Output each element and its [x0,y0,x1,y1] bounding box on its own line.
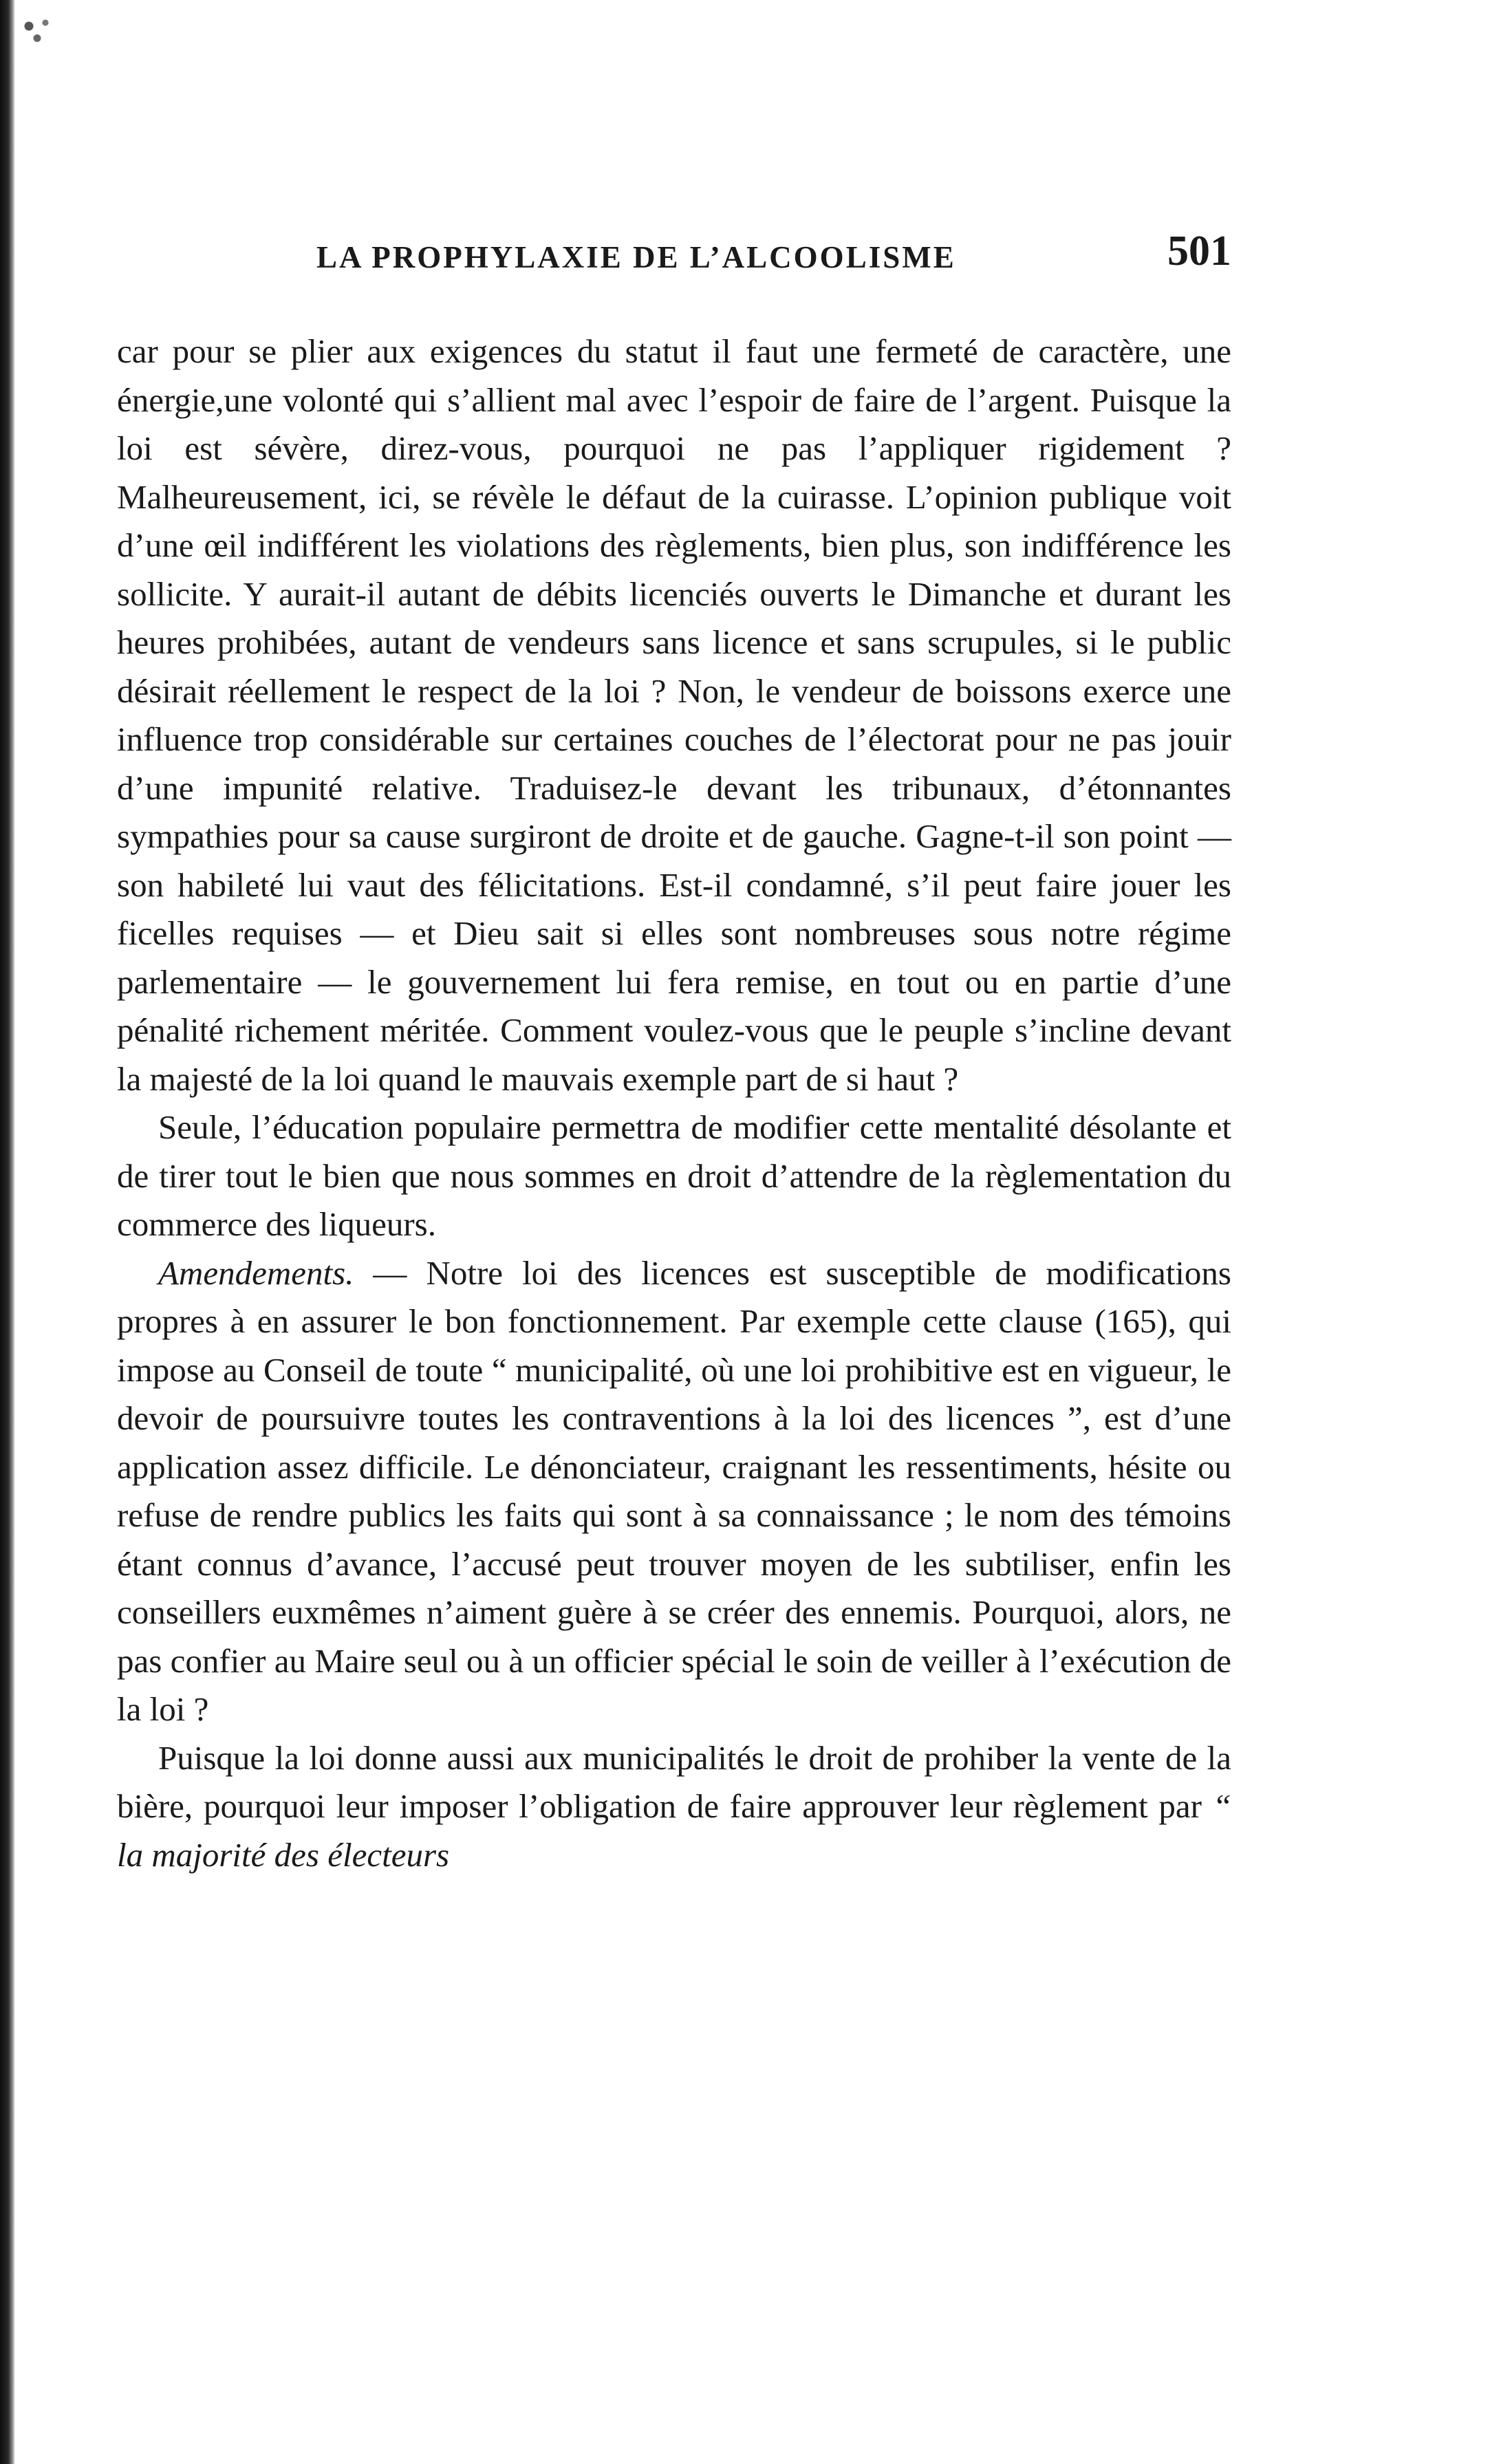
body-text [117,327,1231,1879]
paragraph-3-text: — Notre loi des licences est susceptible de modifications propres à en assurer le bon fonctionnement. Par exemple cette clause (165), qui impose au Conseil de toute “ municipalité, où une loi prohibitive est en vigueur, le devoir de poursuivre toutes les contraventions à la loi des licences ”, est d’une application assez difficile. Le dénonciateur, craignant les ressentiments, hésite ou refuse de rendre publics les faits qui sont à sa connaissance ; le nom des témoins étant connus d’avance, l’accusé peut trouver moyen de les subtiliser, enfin les conseillers euxmêmes n’aiment guère à se créer des ennemis. Pourquoi, alors, ne pas confier au Maire seul ou à un officier spécial le soin de veiller à l’exécution de la loi ? [117,1253,1231,1728]
paragraph-2 [117,1103,1231,1249]
page-number: 501 [1167,228,1231,274]
running-title: LA PROPHYLAXIE DE L’ALCOOLISME [316,240,956,274]
paragraph-3-heading: Amendements. [158,1253,354,1292]
paragraph-2-text: Seule, l’éducation populaire permettra de modifier cette mentalité désolante et de tirer tout le bien que nous sommes en droit d’attendre de la règlementation du commerce des liqueurs. [117,1108,1231,1243]
book-binding-edge [0,0,15,2464]
paragraph-4-text: Puisque la loi donne aussi aux municipalités le droit de prohiber la vente de la bière, pourquoi leur imposer l’obligation de faire approuver leur règlement par [117,1738,1231,1825]
paragraph-4-quote: “ la majorité des électeurs [117,1787,1231,1874]
paragraph-1 [117,327,1231,1103]
book-page [117,227,1231,1879]
page-speck [17,12,58,47]
paragraph-1-text: car pour se plier aux exigences du statut il faut une fermeté de caractère, une énergie,une volonté qui s’allient mal avec l’espoir de faire de l’argent. Puisque la loi est sévère, direz-vous, pourquoi ne pas l’appliquer rigidement ? Malheureusement, ici, se révèle le défaut de la cuirasse. L’opinion publique voit d’une œil indifférent les violations des règlements, bien plus, son indifférence les sollicite. Y aurait-il autant de débits licenciés ouverts le Dimanche et durant les heures prohibées, autant de vendeurs sans licence et sans scrupules, si le public désirait réellement le respect de la loi ? Non, le vendeur de boissons exerce une influence trop considérable sur certaines couches de l’électorat pour ne pas jouir d’une impunité relative. Traduisez-le devant les tribunaux, d’étonnantes sympathies pour sa cause surgiront de droite et de gauche. Gagne-t-il son point — son habileté lui vaut des félicitations. Est-il condamné, s’il peut faire jouer les ficelles requises — et Dieu sait si elles sont nombreuses sous notre régime parlementaire — le gouvernement lui fera remise, en tout ou en partie d’une pénalité richement méritée. Comment voulez-vous que le peuple s’incline devant la majesté de la loi quand le mauvais exemple part de si haut ? [117,332,1231,1098]
paragraph-4 [117,1734,1231,1880]
paragraph-3 [117,1249,1231,1734]
running-head [117,227,1231,289]
